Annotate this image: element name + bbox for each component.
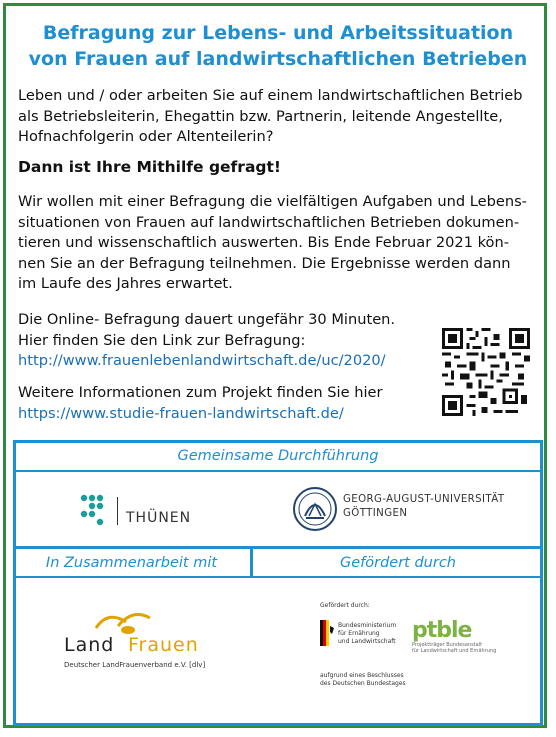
bmel-name-line: für Ernährung (338, 630, 380, 637)
bmel-name-line: Bundesministerium (338, 622, 397, 629)
ptble-subtitle-line: für Landwirtschaft und Ernährung (412, 648, 497, 654)
body-line: im Laufe des Jahres erwartet. (18, 275, 233, 292)
body-line: nen Sie an der Befragung teilnehmen. Die Ergebnisse werden dann (18, 254, 511, 272)
partner-grid (13, 440, 543, 726)
qr-code-icon[interactable] (442, 328, 530, 416)
bmel-resolution-line: aufgrund eines Beschlusses (320, 672, 404, 679)
goettingen-seal-icon (292, 486, 338, 532)
ptble-subtitle (412, 642, 496, 654)
bmel-name-line: und Landwirtschaft (338, 638, 396, 645)
more-info-text: Weitere Informationen zum Projekt finden Sie hier (18, 384, 383, 401)
landfrauen-frauen: Frauen (128, 634, 199, 656)
ptble-subtitle-line: Projektträger Bundesanstalt (412, 642, 483, 648)
call-to-action-heading: Dann ist Ihre Mithilfe gefragt! (18, 158, 281, 176)
thuenen-separator (117, 497, 118, 525)
body-paragraph (18, 192, 540, 295)
intro-line: als Betriebsleiterin, Ehegattin bzw. Partnerin, leitende Angestellte, (18, 107, 503, 125)
landfrauen-subtitle: Deutscher LandFrauenverband e.V. [dlv] (64, 661, 206, 669)
divider (13, 546, 543, 549)
more-info-paragraph (18, 383, 428, 424)
page-title (0, 20, 556, 72)
cooperation-caption: In Zusammenarbeit mit (45, 555, 218, 571)
title-line-2: von Frauen auf landwirtschaftlichen Betrieben (28, 48, 528, 70)
thuenen-logo-icon (80, 494, 112, 528)
goettingen-line-1: GEORG-AUGUST-UNIVERSITÄT (343, 494, 505, 505)
intro-paragraph (18, 86, 540, 148)
survey-link[interactable]: http://www.frauenlebenlandwirtschaft.de/uc/2020/ (18, 352, 386, 369)
body-line: situationen von Frauen auf landwirtschaftlichen Betrieben dokumen- (18, 213, 520, 231)
project-link[interactable]: https://www.studie-frauen-landwirtschaft.de/ (18, 404, 344, 422)
divider (13, 470, 543, 472)
landfrauen-land: Land (64, 634, 115, 656)
intro-line: Leben und / oder arbeiten Sie auf einem landwirtschaftlichen Betrieb (18, 87, 523, 104)
intro-line: Hofnachfolgerin oder Altenteilerin? (18, 128, 274, 145)
federal-eagle-icon (320, 620, 334, 646)
title-line-1: Befragung zur Lebens- und Arbeitssituation (42, 22, 514, 44)
link-intro-text: Hier finden Sie den Link zur Befragung: (18, 331, 306, 349)
divider (13, 576, 543, 578)
bmel-resolution-line: des Deutschen Bundestages (320, 680, 406, 687)
bmel-funded-label: Gefördert durch: (320, 602, 370, 609)
thuenen-name: THÜNEN (126, 510, 192, 526)
goettingen-line-2: GÖTTINGEN (343, 508, 408, 519)
body-line: tieren und wissenschaftlich auswerten. Bis Ende Februar 2021 kön- (18, 234, 509, 251)
online-survey-paragraph (18, 310, 428, 372)
bmel-resolution (320, 672, 406, 688)
funded-caption: Gefördert durch (340, 555, 456, 571)
ptble-logo: ptble (412, 618, 472, 643)
duration-text: Die Online- Befragung dauert ungefähr 30 Minuten. (18, 311, 396, 328)
body-line: Wir wollen mit einer Befragung die vielfältigen Aufgaben und Lebens- (18, 193, 527, 210)
bmel-name (338, 622, 396, 646)
joint-caption: Gemeinsame Durchführung (177, 448, 379, 464)
